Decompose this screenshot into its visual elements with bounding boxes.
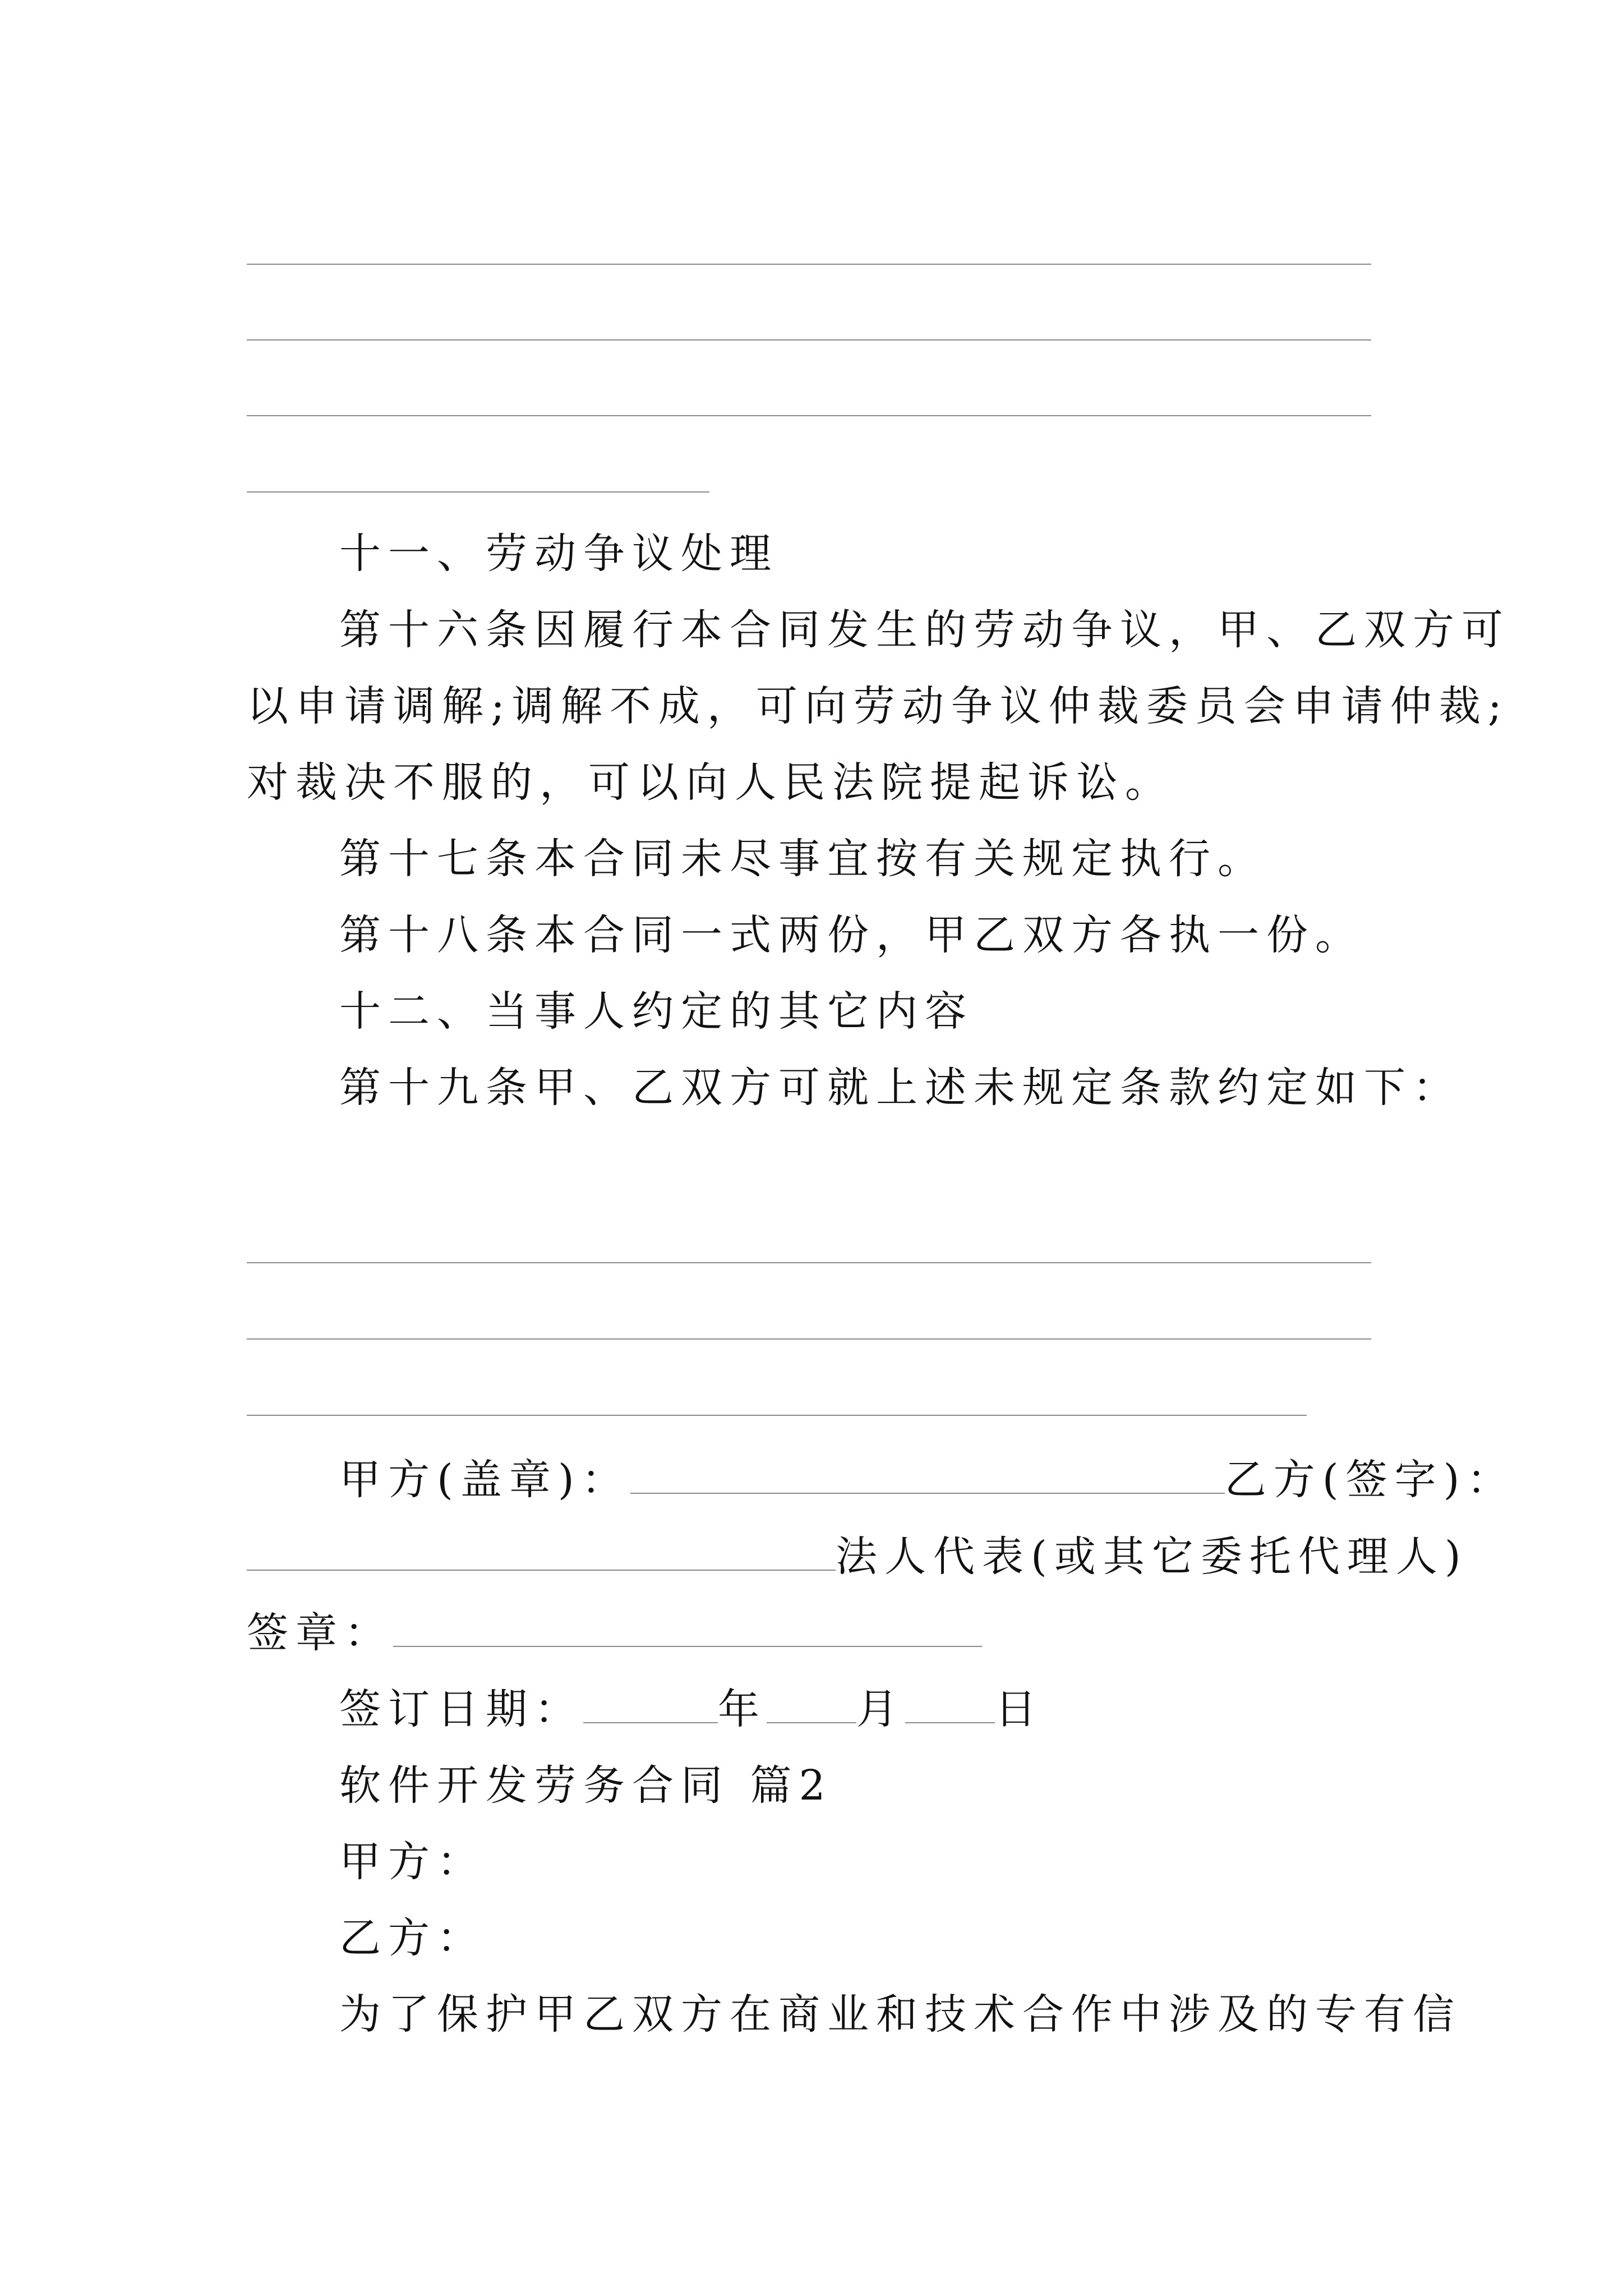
section-heading-11: 十一、劳动争议处理 — [339, 530, 778, 578]
year-blank — [583, 1688, 718, 1723]
sign-date-line — [339, 1678, 1044, 1740]
party-a-seal-label: 甲方(盖章)： — [339, 1456, 630, 1504]
contract-2-party-a: 甲方： — [339, 1838, 486, 1886]
seal-blank — [393, 1612, 982, 1647]
month-label: 月 — [856, 1685, 905, 1733]
contract-2-title: 软件开发劳务合同 篇2 — [339, 1761, 833, 1810]
fill-in-line — [247, 1262, 1371, 1263]
month-blank — [767, 1688, 856, 1723]
fill-in-line — [247, 491, 709, 493]
article-17: 第十七条本合同未尽事宜按有关规定执行。 — [339, 835, 1266, 883]
legal-rep-label: 法人代表(或其它委托代理人) — [836, 1533, 1468, 1581]
sign-date-label: 签订日期： — [339, 1685, 583, 1733]
article-16-line-3: 对裁决不服的，可以向人民法院提起诉讼。 — [247, 758, 1174, 807]
party-a-seal-blank — [630, 1459, 1225, 1494]
party-b-sign-blank — [247, 1536, 836, 1571]
article-16-line-1: 第十六条因履行本合同发生的劳动争议，甲、乙双方可 — [339, 606, 1510, 654]
year-label: 年 — [718, 1685, 767, 1733]
party-b-sign-label: 乙方(签字)： — [1224, 1456, 1516, 1504]
article-19: 第十九条甲、乙双方可就上述未规定条款约定如下： — [339, 1064, 1461, 1112]
seal-label: 签章： — [247, 1609, 393, 1657]
day-blank — [905, 1688, 995, 1723]
section-heading-12: 十二、当事人约定的其它内容 — [339, 987, 974, 1036]
fill-in-line — [247, 415, 1371, 416]
party-a-seal-line — [339, 1449, 1516, 1511]
day-label: 日 — [995, 1685, 1044, 1733]
fill-in-line — [247, 264, 1371, 265]
legal-rep-line — [247, 1526, 1468, 1588]
contract-2-intro: 为了保护甲乙双方在商业和技术合作中涉及的专有信 — [339, 1990, 1461, 2039]
article-18: 第十八条本合同一式两份，甲乙双方各执一份。 — [339, 911, 1364, 959]
fill-in-line — [247, 339, 1371, 341]
contract-2-party-b: 乙方： — [339, 1914, 486, 1962]
seal-line — [247, 1602, 982, 1664]
fill-in-line — [247, 1415, 1307, 1416]
fill-in-line — [247, 1338, 1371, 1340]
article-16-line-2: 以申请调解;调解不成，可向劳动争议仲裁委员会申请仲裁; — [247, 682, 1509, 730]
